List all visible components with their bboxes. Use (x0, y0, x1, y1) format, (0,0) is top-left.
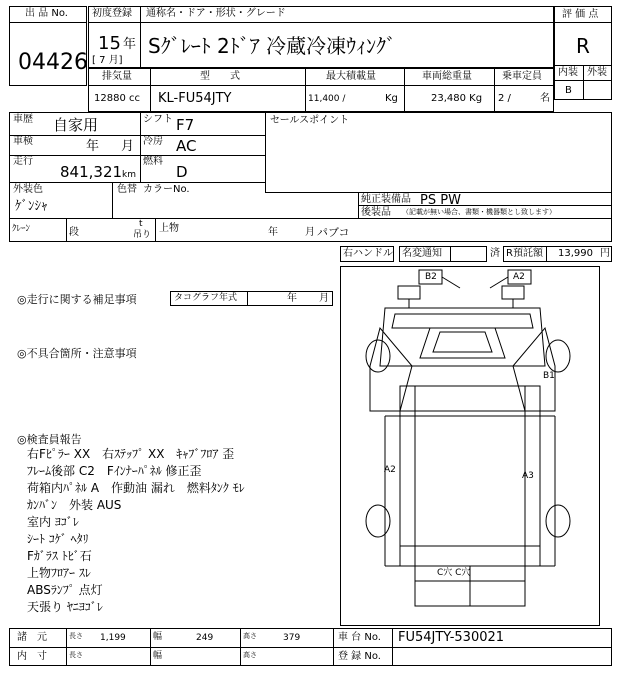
inner-width-label: 幅 (153, 651, 163, 661)
aftermarket-note: （記載が無い場合、書類・機器類とし致します） (402, 208, 556, 216)
damage-mark-a3: A3 (522, 471, 534, 481)
recycle-value: 13,990 (558, 248, 593, 259)
divider (583, 65, 584, 100)
report-line: ｼｰﾄ ｺｹﾞ ﾍﾀﾘ (27, 532, 89, 546)
inner-height-label: 高さ (243, 651, 257, 659)
reg-no-label: 登 録 No. (338, 651, 381, 662)
recycle-label: R預託額 (506, 248, 543, 259)
inspector-heading: ◎検査員報告 (17, 433, 82, 446)
upper-month: 月 (305, 227, 315, 238)
divider (240, 628, 241, 666)
divider (155, 218, 156, 242)
height-label: 高さ (243, 632, 257, 640)
report-line: 上物ﾌﾛｱｰ ｽﾚ (27, 566, 91, 580)
divider (265, 112, 266, 192)
report-line: ﾌﾚｰﾑ後部 C2 Fｲﾝﾅｰﾊﾟﾈﾙ 修正歪 (27, 464, 202, 478)
divider (9, 218, 612, 219)
inner-length-label: 長さ (69, 651, 83, 659)
options-label: 純正装備品 (361, 194, 411, 205)
divider (140, 6, 141, 68)
inner-label: 内 寸 (17, 651, 47, 662)
score-label: 評 価 点 (562, 9, 599, 20)
defects-heading: ◎不具合箇所・注意事項 (17, 347, 137, 360)
wheel-rear-right (546, 505, 570, 537)
damage-mark-b2: B2 (425, 272, 437, 282)
aftermarket-label: 後装品 (361, 207, 391, 218)
upper-maker: パブコ (317, 226, 350, 239)
divider (9, 182, 265, 183)
divider (112, 182, 113, 218)
displacement-label: 排気量 (102, 71, 132, 82)
crane-steps: 段 (69, 227, 79, 238)
upper-year: 年 (268, 227, 278, 238)
divider (150, 628, 151, 666)
width-label: 幅 (153, 632, 163, 642)
width-value: 249 (196, 633, 214, 643)
car-name: Sｸﾞﾚｰﾄ 2ﾄﾞｱ 冷蔵冷凍ｳｨﾝｸﾞ (148, 34, 397, 58)
displacement-value: 12880 cc (94, 93, 140, 104)
right-mirror (502, 286, 524, 299)
max-load-unit: Kg (385, 93, 398, 104)
capacity-unit: 名 (540, 93, 550, 104)
driving-notes-heading: ◎走行に関する補足事項 (17, 293, 137, 306)
mileage-value: 841,321 (60, 163, 123, 181)
lot-number: 04426 (18, 50, 88, 75)
sales-point-label: セールスポイント (270, 115, 350, 126)
report-line: 室内 ﾖｺﾞﾚ (27, 515, 79, 529)
length-label: 長さ (69, 632, 83, 640)
reg-year-unit: 年 (123, 37, 137, 52)
divider (9, 647, 612, 648)
cargo-box (400, 386, 540, 546)
report-line: 荷箱内ﾊﾟﾈﾙ A 作動油 漏れ 燃料ﾀﾝｸ ﾓﾚ (27, 481, 245, 495)
color-no-label: カラーNo. (143, 184, 190, 195)
name-change-label: 名変通知 (402, 248, 442, 259)
mileage-label: 走行 (13, 156, 33, 167)
fuel-value: D (176, 163, 188, 181)
divider (88, 85, 554, 86)
shift-label: シフト (143, 114, 173, 125)
model-label: 型 式 (200, 71, 240, 82)
model-value: KL-FU54JTY (158, 91, 232, 106)
color-label: 外装色 (13, 184, 43, 195)
capacity-label: 乗車定員 (502, 71, 542, 82)
crane-lift: 吊り (133, 230, 152, 240)
divider (140, 112, 141, 182)
divider (546, 246, 547, 262)
divider (404, 68, 405, 112)
divider (88, 22, 554, 23)
wheel-rear-left (366, 505, 390, 537)
lot-no-label: 出 品 No. (25, 8, 68, 19)
report-line: ABSﾗﾝﾌﾟ 点灯 (27, 583, 103, 597)
damage-mark-c-holes: C穴 C穴 (437, 568, 471, 578)
inspection-year: 年 (86, 139, 100, 154)
divider (305, 68, 306, 112)
divider (66, 218, 67, 242)
divider (150, 68, 151, 112)
wheel-front-right (546, 340, 570, 372)
reg-year: 15 (98, 33, 121, 54)
tacho-year: 年 (287, 293, 297, 304)
spec-label: 諸 元 (17, 632, 47, 643)
report-line: 右Fﾋﾟﾗｰ XX 右ｽﾃｯﾌﾟ XX ｷｬﾌﾞﾌﾛｱ 歪 (27, 447, 235, 461)
length-value: 1,199 (100, 633, 126, 643)
divider (392, 628, 393, 666)
chassis-number: FU54JTY-530021 (398, 630, 505, 645)
divider (66, 628, 67, 666)
upper-label: 上物 (159, 223, 179, 234)
divider (247, 291, 248, 306)
report-line: ｶﾝﾊﾞﾝ 外装 AUS (27, 498, 122, 512)
interior-label: 内装 (558, 67, 578, 78)
options-value: PS PW (420, 193, 461, 208)
rhd-label: 右ハンドル (343, 248, 393, 259)
inspector-report (27, 446, 245, 616)
divider (450, 246, 451, 262)
max-load-label: 最大積載量 (326, 71, 376, 82)
crane-label: ｸﾚｰﾝ (12, 224, 31, 234)
doc-label: 済 (490, 248, 500, 259)
tacho-label: タコグラフ年式 (174, 293, 238, 303)
divider (9, 22, 87, 23)
max-load-value: 11,400 / (308, 94, 346, 104)
damage-mark-b1: B1 (543, 371, 555, 381)
tacho-month: 月 (319, 293, 329, 304)
fuel-label: 燃料 (143, 156, 163, 167)
history-label: 車歴 (13, 114, 33, 125)
damage-mark-a2-top: A2 (513, 272, 525, 282)
right-door (513, 328, 555, 411)
score-value: R (576, 34, 590, 58)
report-line: Fｶﾞﾗｽ ﾄﾋﾞ石 (27, 549, 92, 563)
recycle-yen: 円 (600, 248, 610, 259)
height-value: 379 (283, 633, 301, 643)
divider (494, 68, 495, 112)
interior-score: B (565, 85, 572, 96)
chassis-label: 車 台 No. (338, 632, 381, 643)
reg-month: [ 7 月] (92, 55, 123, 66)
divider (554, 22, 612, 23)
divider (9, 155, 265, 156)
report-line: 天張り ﾔﾆﾖｺﾞﾚ (27, 600, 103, 614)
divider (9, 135, 265, 136)
history-value: 自家用 (53, 116, 99, 134)
ac-label: 冷房 (143, 136, 163, 147)
gross-weight-value: 23,480 Kg (431, 93, 483, 104)
divider (333, 628, 334, 666)
color-change-label: 色替 (117, 184, 137, 195)
shift-value: F7 (176, 116, 195, 134)
capacity-value: 2 / (498, 93, 511, 104)
exterior-label: 外装 (587, 67, 607, 78)
mileage-unit: km (122, 170, 136, 180)
color-value: ｹﾞﾝｼｬ (15, 199, 48, 214)
gross-weight-label: 車両総重量 (422, 71, 472, 82)
ac-value: AC (176, 137, 197, 155)
inspection-label: 車検 (13, 136, 33, 147)
damage-mark-a2-left: A2 (384, 465, 396, 475)
inspection-month: 月 (121, 139, 135, 154)
first-reg-label: 初度登録 (92, 8, 132, 19)
name-label: 通称名・ドア・形状・グレード (146, 8, 286, 19)
crane-lift-top: t (139, 219, 143, 229)
wheel-front-left (366, 340, 390, 372)
left-mirror (398, 286, 420, 299)
